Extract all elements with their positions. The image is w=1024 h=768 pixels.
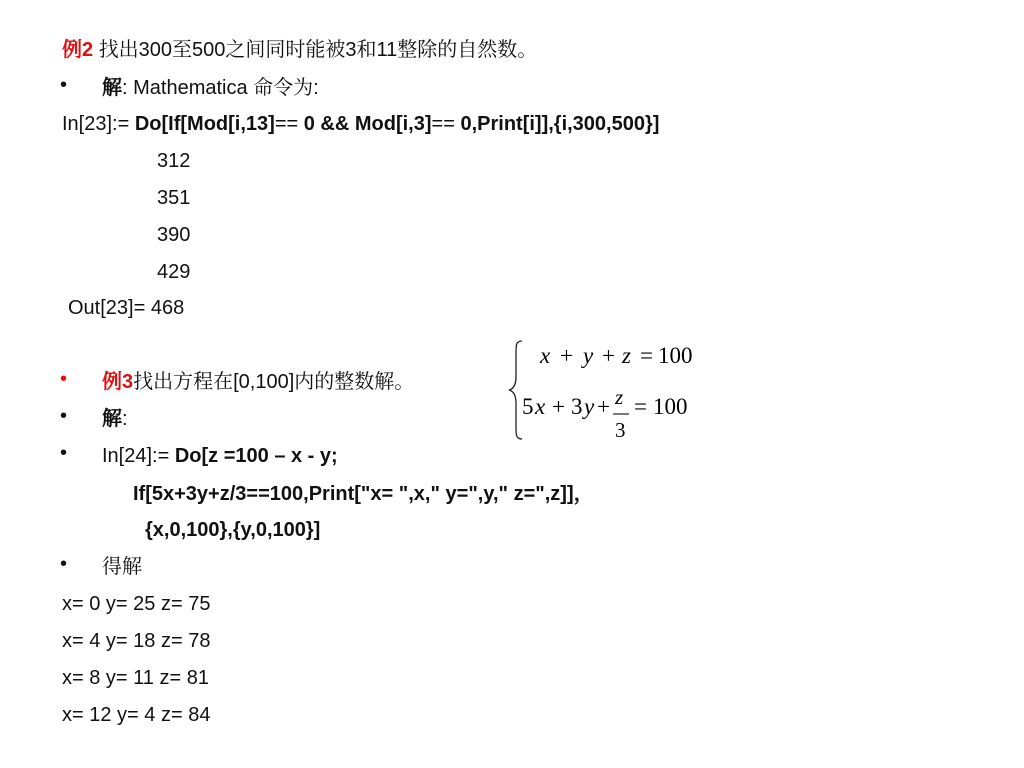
input-24-line	[102, 442, 338, 470]
input-23-code-c: 0,Print[i]],{i,300,500}]	[460, 113, 660, 135]
solution-row: x= 0 y= 25 z= 75	[62, 593, 211, 615]
equation-brace-icon	[508, 337, 748, 443]
input-23-op-b: ==	[431, 113, 461, 135]
solution-2-text: :	[122, 408, 128, 430]
solution-2-line	[102, 405, 128, 433]
output-value: 312	[157, 150, 191, 172]
output-23-line: Out[23]= 468	[68, 297, 185, 319]
input-24-line-3: {x,0,100},{y,0,100}]	[145, 519, 321, 541]
result-label: 得解	[102, 556, 142, 578]
eq2-coef-5: 5	[522, 394, 534, 419]
eq2-rhs: 100	[653, 394, 688, 419]
solution-1-text: : Mathematica 命令为:	[122, 77, 319, 99]
input-24-line-2: If[5x+3y+z/3==100,Print["x= ",x," y=",y," z=",z]]，	[133, 483, 594, 505]
eq2-equals: =	[634, 394, 647, 419]
bullet-icon: •	[60, 442, 68, 464]
eq2-y: y	[584, 394, 595, 419]
solution-1-label: 解	[102, 77, 122, 99]
eq1-equals: =	[640, 343, 653, 368]
input-24-prompt: In[24]:=	[102, 445, 175, 467]
bullet-icon: •	[60, 553, 68, 575]
eq1-rhs: 100	[658, 343, 693, 368]
eq1-x: x	[540, 343, 551, 368]
eq1-plus-2: +	[602, 343, 615, 368]
example-2-heading	[62, 36, 537, 64]
bullet-icon: •	[60, 405, 68, 427]
eq2-plus-1: +	[552, 394, 565, 419]
solution-row: x= 12 y= 4 z= 84	[62, 704, 211, 726]
input-23-code-b: 0 && Mod[i,3]	[303, 113, 432, 135]
output-value: 429	[157, 261, 191, 283]
eq1-y: y	[583, 343, 594, 368]
solution-1-line	[102, 74, 319, 102]
input-24-code: Do[z =100 – x - y;	[174, 445, 338, 467]
solution-2-label: 解	[102, 408, 122, 430]
example-3-heading	[102, 368, 414, 396]
output-value: 351	[157, 187, 191, 209]
input-23-code-a: Do[If[Mod[i,13]	[134, 113, 275, 135]
example-2-text: 找出300至500之间同时能被3和11整除的自然数。	[98, 39, 538, 61]
example-3-label: 例3	[102, 371, 134, 393]
bullet-icon: •	[60, 74, 68, 96]
equation-system	[508, 337, 748, 443]
input-23-op-a: ==	[274, 113, 304, 135]
eq2-plus-2: +	[597, 394, 610, 419]
bullet-icon: •	[60, 368, 68, 390]
eq1-z: z	[622, 343, 631, 368]
eq1-plus-1: +	[560, 343, 573, 368]
eq2-numerator: z	[615, 385, 624, 409]
input-23-line	[62, 110, 659, 138]
solution-row: x= 8 y= 11 z= 81	[62, 667, 209, 689]
eq2-denominator: 3	[615, 418, 626, 442]
input-23-prompt: In[23]:=	[62, 113, 135, 135]
example-3-text: 找出方程在[0,100]内的整数解。	[133, 371, 415, 393]
solution-row: x= 4 y= 18 z= 78	[62, 630, 211, 652]
output-value: 390	[157, 224, 191, 246]
example-2-label: 例2	[62, 39, 94, 61]
eq2-x: x	[535, 394, 546, 419]
eq2-coef-3: 3	[571, 394, 583, 419]
